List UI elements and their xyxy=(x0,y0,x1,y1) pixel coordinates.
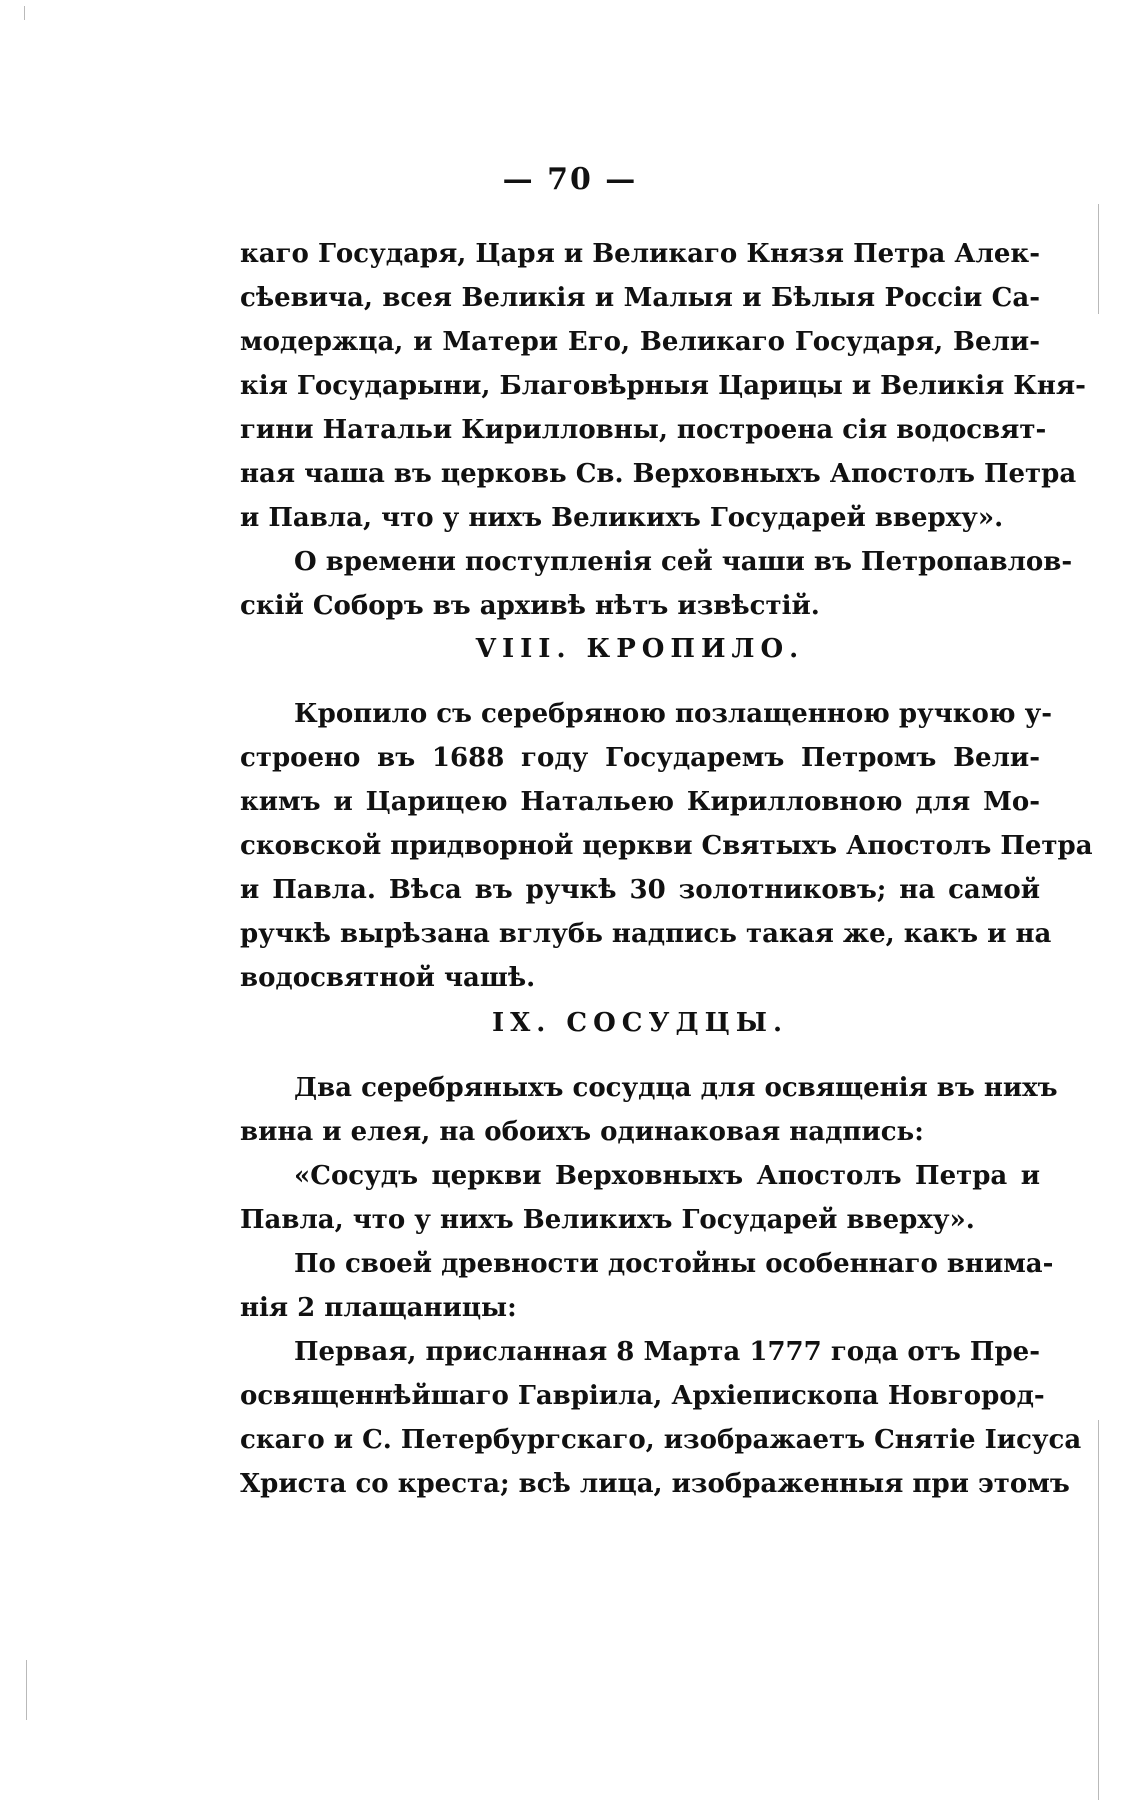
text-line: строено въ 1688 году Государемъ Петромъ Вели- xyxy=(240,743,1040,773)
text-line: О времени поступленія сей чаши въ Петропавлов- xyxy=(294,547,1073,577)
text-line: кія Государыни, Благовѣрныя Царицы и Великія Кня- xyxy=(240,371,1086,401)
text-line: нія 2 плащаницы: xyxy=(240,1293,517,1323)
text-line: освященнѣйшаго Гавріила, Архіепископа Новгород- xyxy=(240,1381,1045,1411)
text-line: ручкѣ вырѣзана вглубь надпись такая же, какъ и на xyxy=(240,919,1052,949)
text-line: скаго и С. Петербургскаго, изображаетъ Снятіе Іисуса xyxy=(240,1425,1082,1455)
scan-edge-mark-right-lower xyxy=(1098,1420,1099,1800)
paragraph-inscription-continuation xyxy=(240,232,1086,628)
text-line: скій Соборъ въ архивѣ нѣтъ извѣстій. xyxy=(240,591,820,621)
text-line: ная чаша въ церковь Св. Верховныхъ Апостолъ Петра xyxy=(240,459,1077,489)
text-line: водосвятной чашѣ. xyxy=(240,963,536,993)
paragraph-kropilo xyxy=(240,692,1093,1000)
scan-edge-mark-top xyxy=(24,6,25,20)
text-line: «Сосудъ церкви Верховныхъ Апостолъ Петра и xyxy=(294,1161,1040,1191)
text-line: сѣевича, всея Великія и Малыя и Бѣлыя Россіи Са- xyxy=(240,283,1040,313)
paragraph-sosudtsy xyxy=(240,1066,1082,1506)
text-line: и Павла. Вѣса въ ручкѣ 30 золотниковъ; на самой xyxy=(240,875,1040,905)
text-line: и Павла, что у нихъ Великихъ Государей вверху». xyxy=(240,503,1004,533)
text-line: Кропило съ серебряною позлащенною ручкою у- xyxy=(294,699,1052,729)
text-line: сковской придворной церкви Святыхъ Апостолъ Петра xyxy=(240,831,1093,861)
text-line: По своей древности достойны особеннаго внима- xyxy=(294,1249,1054,1279)
text-line: Павла, что у нихъ Великихъ Государей вверху». xyxy=(240,1205,975,1235)
text-line: Первая, присланная 8 Марта 1777 года отъ Пре- xyxy=(294,1337,1040,1367)
text-line: вина и елея, на обоихъ одинаковая надпись: xyxy=(240,1117,924,1147)
text-line: кимъ и Царицею Натальею Кирилловною для Мо- xyxy=(240,787,1040,817)
text-line: Два серебряныхъ сосудца для освященія въ нихъ xyxy=(294,1073,1058,1103)
text-line: каго Государя, Царя и Великаго Князя Петра Алек- xyxy=(240,239,1040,269)
page-number: — 70 — xyxy=(502,162,638,197)
scan-edge-mark-right-upper xyxy=(1098,204,1099,314)
text-line: гини Натальи Кирилловны, построена сія водосвят- xyxy=(240,415,1047,445)
section-heading-kropilo: VIII. КРОПИЛО. xyxy=(475,634,805,664)
text-line: модержца, и Матери Его, Великаго Государя, Вели- xyxy=(240,327,1040,357)
text-line: Христа со креста; всѣ лица, изображенныя при этомъ xyxy=(240,1469,1070,1499)
section-heading-sosudtsy: IX. СОСУДЦЫ. xyxy=(491,1008,789,1038)
scan-edge-mark-left-lower xyxy=(26,1660,27,1720)
